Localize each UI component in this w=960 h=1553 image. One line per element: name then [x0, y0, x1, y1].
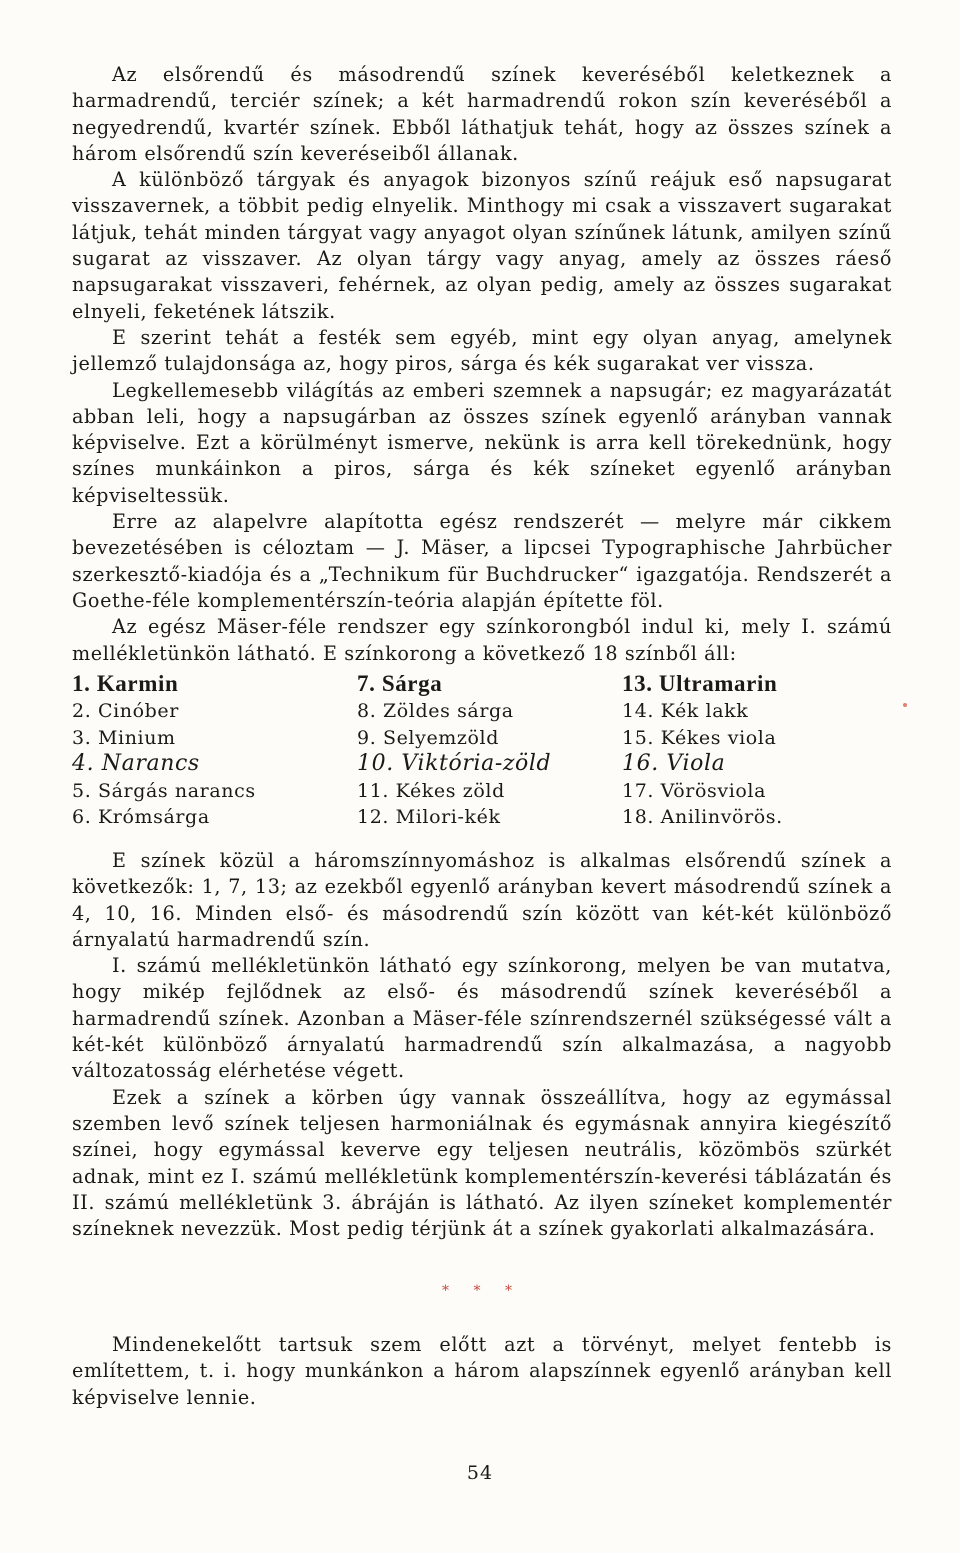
color-name: Vörösviola	[660, 779, 767, 802]
color-item	[357, 751, 622, 778]
color-name: Zöldes sárga	[382, 700, 514, 722]
color-number: 16.	[622, 751, 659, 776]
color-item	[622, 725, 892, 752]
color-item	[72, 670, 357, 698]
page-number: 54	[466, 1462, 494, 1484]
color-number: 14.	[622, 700, 655, 722]
color-item	[72, 804, 357, 831]
color-number: 10.	[357, 751, 394, 776]
color-item	[357, 670, 622, 698]
color-number: 15.	[622, 726, 655, 749]
paragraph-9: Ezek a színek a körben úgy vannak összeállítva, hogy az egymással szemben levő színek teljesen harmoniálnak és egymásnak annyira kiegészítő színei, hogy egymással keverve egy teljesen neutrális, közömbös szürkét adnak, mint ez I. számú mellékletünk komplementérszín-keverési táblázatán és II. számú mellékletünk 3. ábráján is látható. Az ilyen színeket komplementér színeknek nevezzük. Most pedig térjünk át a színek gyakorlati alkalmazására.	[72, 1085, 892, 1241]
intro-text-block	[72, 62, 892, 665]
color-item	[622, 670, 892, 698]
color-number: 7.	[357, 671, 376, 696]
paragraph-10: Mindenekelőtt tartsuk szem előtt azt a törvényt, melyet fentebb is említettem, t. i. hogy munkánkon a három alapszínnek egyenlő arányban kell képviselve lennie.	[72, 1333, 892, 1409]
color-name: Cinóber	[97, 700, 179, 722]
color-name: Milori-kék	[395, 806, 501, 828]
color-name: Viktória-zöld	[401, 751, 552, 776]
paragraph-6: Az egész Mäser-féle rendszer egy színkorongból indul ki, mely I. számú mellékletünkön látható. E színkorong a következő 18 színből áll:	[72, 615, 892, 665]
color-number: 12.	[357, 806, 390, 828]
color-number: 13.	[622, 671, 653, 696]
color-item	[622, 751, 892, 778]
color-number: 11.	[357, 779, 390, 802]
color-name: Anilinvörös.	[660, 806, 783, 828]
color-name: Sárga	[381, 671, 443, 696]
page-content	[72, 62, 892, 1412]
paragraph-1: Az elsőrendű és másodrendű színek keveréséből keletkeznek a harmadrendű, terciér színek; a két harmadrendű rokon szín keveréséből a negyedrendű, kvartér színek. Ebből láthatjuk tehát, hogy az összes színek a három elsőrendű szín keveréseiből állanak.	[72, 63, 892, 165]
paragraph-4: Legkellemesebb világítás az emberi szemnek a napsugár; ez magyarázatát abban leli, hogy a napsugárban az összes színek egyenlő arányban vannak képviselve. Ezt a körülményt ismerve, nekünk is arra kell törekednünk, hogy színes munkáinkon a piros, sárga és kék színeket egyenlő arányban képviseltessük.	[72, 378, 892, 507]
paragraph-5: Erre az alapelvre alapította egész rendszerét — melyre már cikkem bevezetésében is céloztam — J. Mäser, a lipcsei Typographische Jahrbücher szerkesztő-kiadója és a „Technikum für Buchdrucker“ igazgatója. Rendszerét a Goethe-féle komplementérszín-teória alapján építette föl.	[72, 510, 892, 612]
color-number: 8.	[357, 700, 377, 722]
color-item	[622, 804, 892, 831]
color-number: 5.	[72, 779, 92, 802]
color-name: Ultramarin	[658, 671, 778, 696]
section-separator: * * *	[442, 1283, 522, 1299]
color-column-3	[622, 670, 892, 832]
color-name: Selyemzöld	[382, 726, 499, 749]
color-number: 18.	[622, 806, 655, 828]
color-number: 17.	[622, 779, 655, 802]
paragraph-2: A különböző tárgyak és anyagok bizonyos színű reájuk eső napsugarat visszavernek, a többit pedig elnyelik. Minthogy mi csak a visszavert sugarakat látjuk, tehát minden tárgyat vagy anyagot olyan színűnek látunk, amilyen színű sugarat az visszaver. Az olyan tárgy vagy anyag, amely az összes ráeső napsugarakat visszaveri, fehérnek, az olyan pedig, amely az összes sugarakat elnyeli, feketének látszik.	[72, 168, 892, 323]
color-item	[357, 778, 622, 805]
color-name: Krómsárga	[97, 806, 210, 828]
color-name: Karmin	[96, 671, 179, 696]
color-name: Kékes zöld	[395, 779, 505, 802]
bottom-text-block	[72, 1332, 892, 1412]
margin-mark	[903, 703, 907, 707]
color-name: Viola	[666, 751, 726, 776]
color-number: 6.	[72, 806, 92, 828]
color-item	[72, 778, 357, 805]
color-number: 4.	[72, 751, 95, 776]
middle-text-block	[72, 848, 892, 1260]
color-list	[72, 670, 892, 832]
color-name: Kékes viola	[660, 726, 777, 749]
color-item	[357, 698, 622, 725]
color-number: 3.	[72, 726, 92, 749]
color-item	[357, 804, 622, 831]
color-name: Sárgás narancs	[97, 779, 256, 802]
color-item	[622, 698, 892, 725]
paragraph-8: I. számú mellékletünkön látható egy színkorong, melyen be van mutatva, hogy mikép fejlődnek az első- és másodrendű színek keveréséből a harmadrendű színek. Azonban a Mäser-féle színrendszernél szükségessé vált a két-két különböző árnyalatú harmadrendű szín alkalmazása, a nagyobb változatosság elérhetése végett.	[72, 954, 892, 1083]
color-number: 1.	[72, 671, 91, 696]
color-item	[622, 778, 892, 805]
color-name: Kék lakk	[660, 700, 749, 722]
color-column-2	[357, 670, 622, 832]
color-name: Narancs	[101, 751, 200, 776]
color-column-1	[72, 670, 357, 832]
color-item	[72, 698, 357, 725]
color-item	[72, 725, 357, 752]
color-item	[72, 751, 357, 778]
color-number: 2.	[72, 700, 92, 722]
color-name: Minium	[97, 726, 176, 749]
color-item	[357, 725, 622, 752]
paragraph-7: E színek közül a háromszínnyomáshoz is alkalmas elsőrendű színek a következők: 1, 7, 13; az ezekből egyenlő arányban kevert másodrendű színek a 4, 10, 16. Minden első- és másodrendű szín között van két-két különböző árnyalatú harmadrendű szín.	[72, 849, 892, 951]
color-number: 9.	[357, 726, 377, 749]
paragraph-3: E szerint tehát a festék sem egyéb, mint egy olyan anyag, amelynek jellemző tulajdonsága az, hogy piros, sárga és kék sugarakat ver vissza.	[72, 325, 892, 376]
